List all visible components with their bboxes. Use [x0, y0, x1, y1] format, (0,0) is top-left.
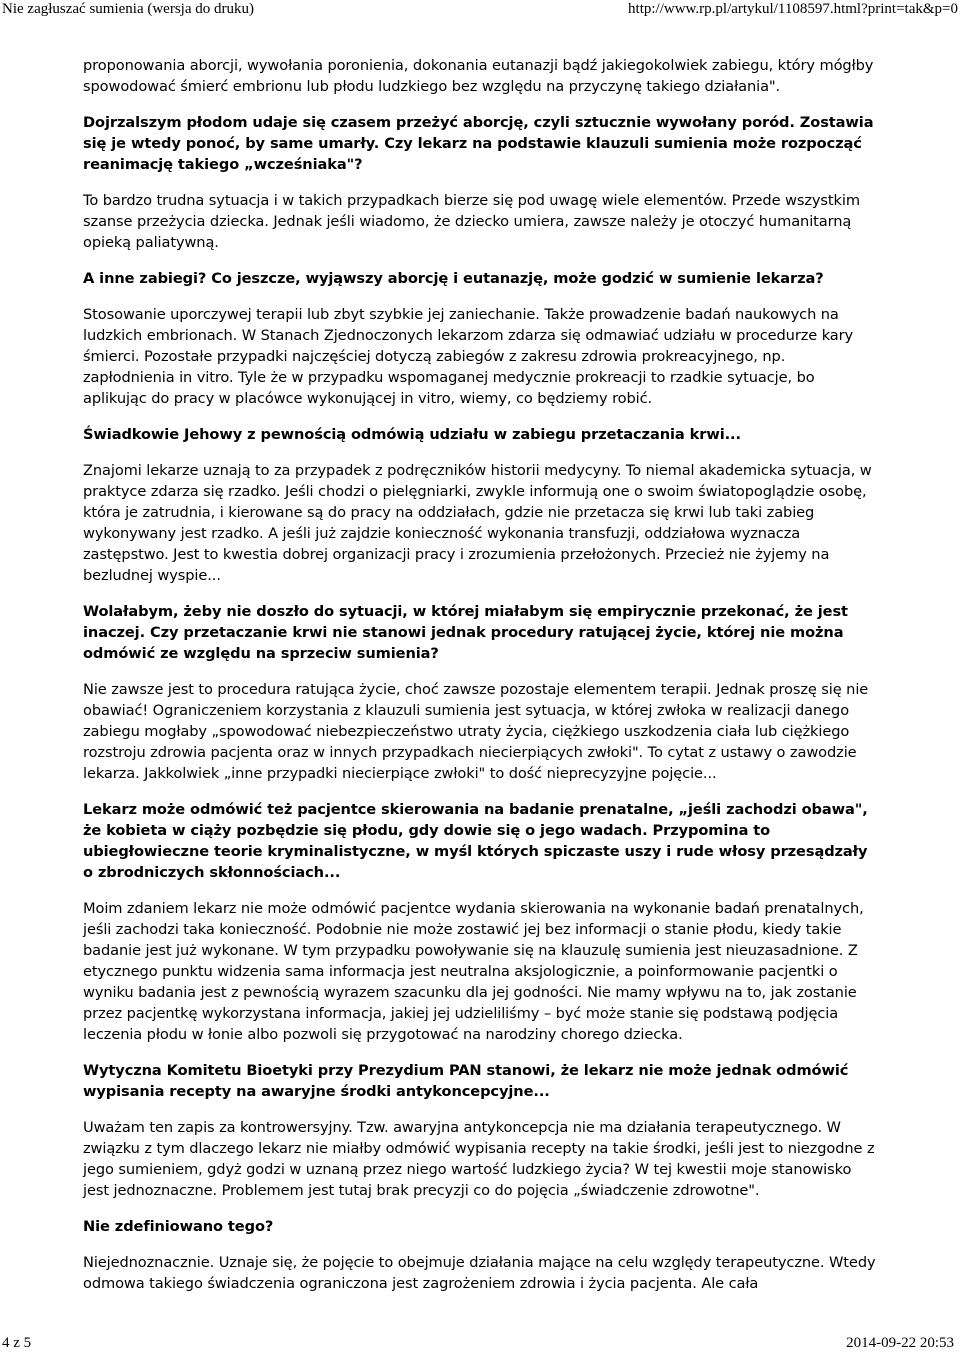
print-footer — [0, 1334, 960, 1354]
answer-paragraph: To bardzo trudna sytuacja i w takich przypadkach bierze się pod uwagę wiele elementów. Przede wszystkim szanse przeżycia dziecka. Jednak jeśli wiadomo, że dziecko umiera, zawsze należy je otoczyć humanitarną opieką paliatywną. — [83, 192, 860, 251]
print-datetime: 2014-09-22 20:53 — [846, 1335, 954, 1351]
question-paragraph: Dojrzalszym płodom udaje się czasem przeżyć aborcję, czyli sztucznie wywołany poród. Zostawia się je wtedy ponoć, by same umarły. Czy lekarz na podstawie klauzuli sumienia może rozpocząć reanimację takiego „wcześniaka"? — [83, 114, 874, 173]
answer-paragraph: Stosowanie uporczywej terapii lub zbyt szybkie jej zaniechanie. Także prowadzenie badań naukowych na ludzkich embrionach. W Stanach Zjednoczonych lekarzom zdarza się odmawiać udziału w procedurze kary śmierci. Pozostałe przypadki najczęściej dotyczą zabiegów z zakresu zdrowia prokreacyjnego, np. zapłodnienia in vitro. Tyle że w przypadku wspomaganej medycznie prokreacji to rzadkie sytuacje, bo aplikując do pracy w placówce wykonującej in vitro, wiemy, co będziemy robić. — [83, 306, 854, 407]
answer-paragraph: proponowania aborcji, wywołania poronienia, dokonania eutanazji bądź jakiegokolwiek zabiegu, który mógłby spowodować śmierć embrionu lub płodu ludzkiego bez względu na przyczynę takiego działania". — [83, 57, 874, 95]
answer-paragraph: Uważam ten zapis za kontrowersyjny. Tzw. awaryjna antykoncepcja nie ma działania terapeutycznego. W związku z tym dlaczego lekarz nie miałby odmówić wypisania recepty na takie środki, jeśli jest to niezgodne z jego sumieniem, gdyż godzi w uznaną przez niego wartość ludzkiego życia? W tej kwestii moje stanowisko jest jednoznaczne. Problemem jest tutaj brak precyzji co do pojęcia „świadczenie zdrowotne". — [83, 1119, 875, 1199]
answer-paragraph: Moim zdaniem lekarz nie może odmówić pacjentce wydania skierowania na wykonanie badań prenatalnych, jeśli zachodzi taka konieczność. Podobnie nie może zostawić jej bez informacji o stanie płodu, kiedy takie badanie jest już wykonane. W tym przypadku powoływanie się na klauzulę sumienia jest nieuzasadnione. Z etycznego punktu widzenia sama informacja jest neutralna aksjologicznie, a poinformowanie pacjentki o wyniku badania jest z pewnością wyrazem szacunku dla jej godności. Nie mamy wpływu na to, jak zostanie przez pacjentkę wykorzystana informacja, jakiej jej udzieliliśmy – być może stanie się podstawą podjęcia leczenia płodu w łonie albo pozwoli się przygotować na narodziny chorego dziecka. — [83, 900, 864, 1043]
question-paragraph: Nie zdefiniowano tego? — [83, 1218, 274, 1235]
question-paragraph: Świadkowie Jehowy z pewnością odmówią udziału w zabiegu przetaczania krwi... — [83, 426, 741, 443]
question-paragraph: Lekarz może odmówić też pacjentce skierowania na badanie prenatalne, „jeśli zachodzi obawa", że kobieta w ciąży pozbędzie się płodu, gdy dowie się o jego wadach. Przypomina to ubiegłowieczne teorie kryminalistyczne, w myśl których spiczaste uszy i rude włosy przesądzały o zbrodniczych skłonnościach... — [83, 801, 868, 881]
page-url: http://www.rp.pl/artykul/1108597.html?print=tak&p=0 — [628, 1, 958, 17]
print-header — [0, 0, 960, 20]
question-paragraph: Wytyczna Komitetu Bioetyki przy Prezydium PAN stanowi, że lekarz nie może jednak odmówić wypisania recepty na awaryjne środki antykoncepcyjne... — [83, 1062, 849, 1100]
page-title: Nie zagłuszać sumienia (wersja do druku) — [2, 1, 254, 17]
answer-paragraph: Niejednoznacznie. Uznaje się, że pojęcie to obejmuje działania mające na celu względy terapeutyczne. Wtedy odmowa takiego świadczenia ograniczona jest zagrożeniem zdrowia i życia pacjenta. Ale cała — [83, 1254, 876, 1292]
answer-paragraph: Nie zawsze jest to procedura ratująca życie, choć zawsze pozostaje elementem terapii. Jednak proszę się nie obawiać! Ograniczeniem korzystania z klauzuli sumienia jest sytuacja, w której zwłoka w realizacji danego zabiegu mogłaby „spowodować niebezpieczeństwo utraty życia, ciężkiego uszkodzenia ciała lub ciężkiego rozstroju zdrowia pacjenta oraz w innych przypadkach niecierpiących zwłoki". To cytat z ustawy o zawodzie lekarza. Jakkolwiek „inne przypadki niecierpiące zwłoki" to dość nieprecyzyjne pojęcie... — [83, 681, 869, 782]
question-paragraph: Wolałabym, żeby nie doszło do sytuacji, w której miałabym się empirycznie przekonać, że jest inaczej. Czy przetaczanie krwi nie stanowi jednak procedury ratującej życie, której nie można odmówić ze względu na sprzeciw sumienia? — [83, 603, 848, 662]
answer-paragraph: Znajomi lekarze uznają to za przypadek z podręczników historii medycyny. To niemal akademicka sytuacja, w praktyce zdarza się rzadko. Jeśli chodzi o pielęgniarki, zwykle informują one o swoim światopoglądzie osobę, która je zatrudnia, i kierowane są do pracy na oddziałach, gdzie nie przetacza się krwi lub taki zabieg wykonywany jest rzadko. A jeśli już zajdzie konieczność wykonania transfuzji, oddziałowa wyznacza zastępstwo. Jest to kwestia dobrej organizacji pracy i zrozumienia przełożonych. Przecież nie żyjemy na bezludnej wyspie... — [83, 462, 872, 584]
article-body — [83, 55, 878, 1309]
page-counter: 4 z 5 — [2, 1335, 32, 1351]
question-paragraph: A inne zabiegi? Co jeszcze, wyjąwszy aborcję i eutanazję, może godzić w sumienie lekarza? — [83, 270, 824, 287]
